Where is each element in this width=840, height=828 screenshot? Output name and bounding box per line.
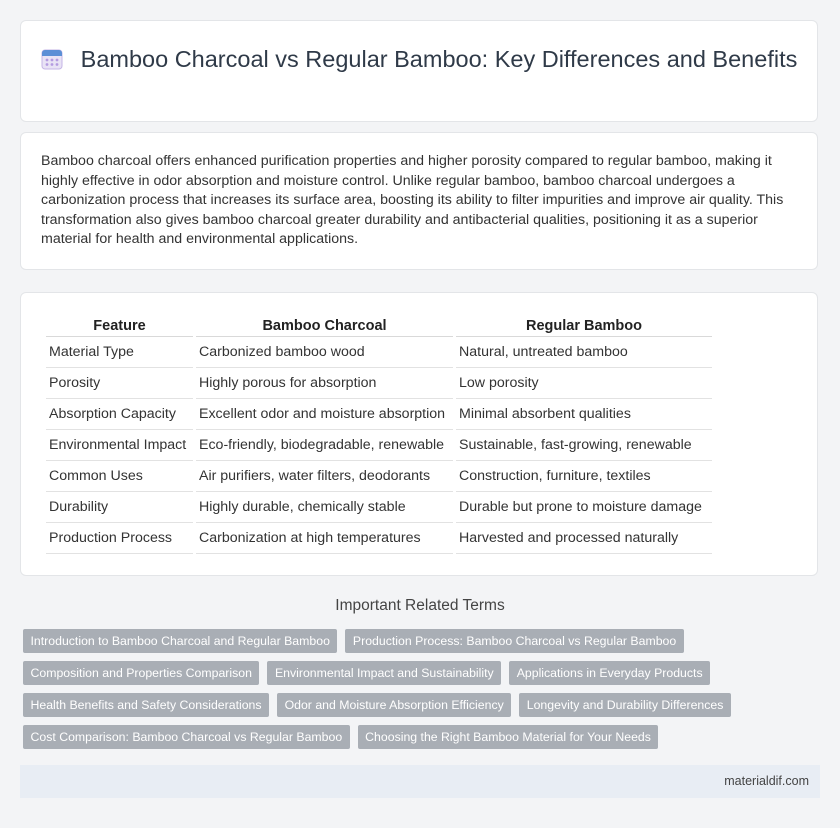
table-cell: Carbonized bamboo wood: [196, 337, 453, 368]
table-cell: Porosity: [46, 368, 193, 399]
table-cell: Common Uses: [46, 461, 193, 492]
column-header-regular-bamboo: Regular Bamboo: [456, 316, 712, 337]
footer: [20, 765, 820, 798]
related-term-tag[interactable]: Choosing the Right Bamboo Material for Your Needs: [358, 725, 659, 749]
table-cell: Natural, untreated bamboo: [456, 337, 712, 368]
intro-paragraph: Bamboo charcoal offers enhanced purification properties and higher porosity compared to regular bamboo, making it highly effective in odor absorption and moisture control. Unlike regular bamboo, bamboo charcoal undergoes a carbonization process that increases its surface area, boosting its ability to filter impurities and improve air quality. This transformation also gives bamboo charcoal greater durability and antibacterial qualities, positioning it as a superior material for health and environmental applications.: [41, 153, 784, 247]
related-term-tag[interactable]: Health Benefits and Safety Considerations: [23, 693, 269, 717]
table-cell: Production Process: [46, 523, 193, 554]
table-cell: Air purifiers, water filters, deodorants: [196, 461, 453, 492]
table-row: [46, 368, 712, 399]
table-cell: Material Type: [46, 337, 193, 368]
table-cell: Carbonization at high temperatures: [196, 523, 453, 554]
table-cell: Sustainable, fast-growing, renewable: [456, 430, 712, 461]
tag-row: [23, 725, 823, 749]
page-title: Bamboo Charcoal vs Regular Bamboo: Key Differences and Benefits: [80, 46, 798, 72]
table-cell: Highly porous for absorption: [196, 368, 453, 399]
table-row: [46, 430, 712, 461]
table-cell: Environmental Impact: [46, 430, 193, 461]
tag-row: [23, 629, 823, 653]
related-term-tag[interactable]: Composition and Properties Comparison: [23, 661, 259, 685]
related-terms-title: Important Related Terms: [335, 597, 505, 614]
tag-row: [23, 661, 823, 685]
table-cell: Eco-friendly, biodegradable, renewable: [196, 430, 453, 461]
table-cell: Construction, furniture, textiles: [456, 461, 712, 492]
footer-site-link[interactable]: materialdif.com: [724, 774, 809, 788]
table-cell: Durability: [46, 492, 193, 523]
related-term-tag[interactable]: Introduction to Bamboo Charcoal and Regular Bamboo: [23, 629, 337, 653]
table-row: [46, 337, 712, 368]
related-term-tag[interactable]: Cost Comparison: Bamboo Charcoal vs Regular Bamboo: [23, 725, 350, 749]
table-cell: Absorption Capacity: [46, 399, 193, 430]
calendar-icon: [41, 48, 63, 70]
table-cell: Minimal absorbent qualities: [456, 399, 712, 430]
header-card: [20, 20, 818, 122]
page-title-wrap: [21, 45, 817, 74]
table-row: [46, 492, 712, 523]
related-term-tag[interactable]: Environmental Impact and Sustainability: [267, 661, 501, 685]
related-term-tag[interactable]: Longevity and Durability Differences: [519, 693, 731, 717]
table-cell: Highly durable, chemically stable: [196, 492, 453, 523]
intro-card: [20, 132, 818, 270]
table-row: [46, 523, 712, 554]
comparison-table: [43, 316, 715, 554]
table-cell: Excellent odor and moisture absorption: [196, 399, 453, 430]
column-header-feature: Feature: [46, 316, 193, 337]
table-row: [46, 399, 712, 430]
table-cell: Durable but prone to moisture damage: [456, 492, 712, 523]
table-header-row: [46, 316, 712, 337]
tag-row: [23, 693, 823, 717]
related-terms-list: [23, 629, 823, 757]
column-header-bamboo-charcoal: Bamboo Charcoal: [196, 316, 453, 337]
related-term-tag[interactable]: Production Process: Bamboo Charcoal vs Regular Bamboo: [345, 629, 683, 653]
comparison-card: [20, 292, 818, 576]
table-row: [46, 461, 712, 492]
related-term-tag[interactable]: Odor and Moisture Absorption Efficiency: [277, 693, 511, 717]
table-cell: Harvested and processed naturally: [456, 523, 712, 554]
related-term-tag[interactable]: Applications in Everyday Products: [509, 661, 710, 685]
table-cell: Low porosity: [456, 368, 712, 399]
